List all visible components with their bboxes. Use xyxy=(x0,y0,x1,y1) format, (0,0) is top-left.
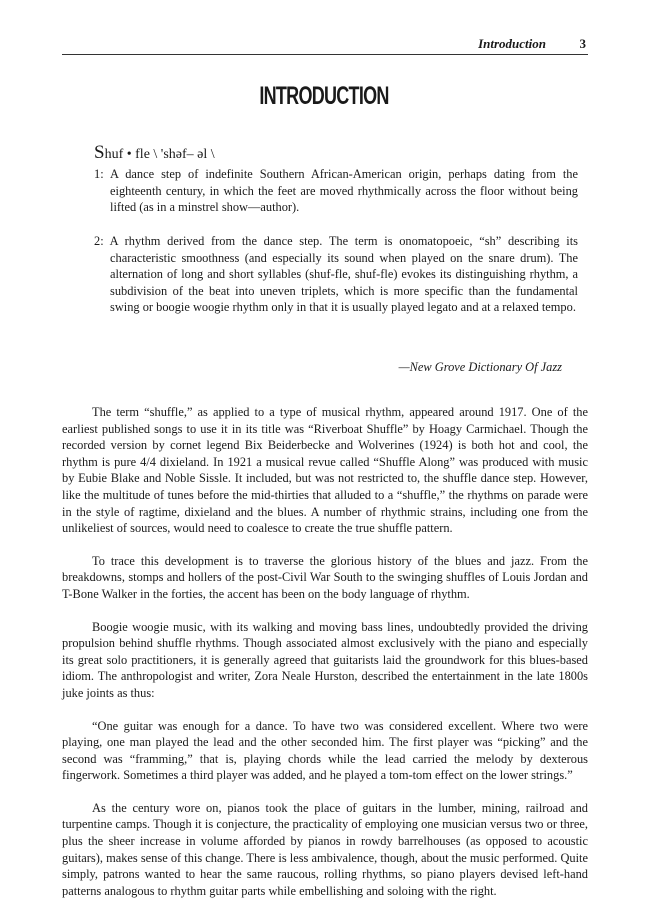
headword-initial: S xyxy=(94,142,105,163)
paragraph: To trace this development is to traverse the glorious history of the blues and jazz. From the breakdowns, stomps and hollers of the post-Civil War South to the swinging shuffles of Louis Jordan and T-Bone Walker in the forties, the accent has been on the body language of rhythm. xyxy=(62,553,588,601)
running-header xyxy=(62,34,588,55)
block-quote: “One guitar was enough for a dance. To have two was considered excellent. Where two were playing, one man played the lead and the other seconded him. The first player was “picking” and the second was “framming,” that is, playing chords while the lead carried the melody by dexterous fingerwork. Sometimes a third player was added, and he played a tom-tom effect on the lower strings.” xyxy=(62,718,588,783)
paragraph: Boogie woogie music, with its walking and moving bass lines, undoubtedly provided the driving propulsion behind shuffle rhythms. Though associated almost exclusively with the piano and especially its great solo practitioners, it is generally agreed that guitarists laid the groundwork for this blues-based idiom. The anthropologist and writer, Zora Neale Hurston, described the entertainment in the late 1800s juke joints as thus: xyxy=(62,619,588,700)
definition-number: 1: xyxy=(94,167,104,181)
citation: —New Grove Dictionary Of Jazz xyxy=(398,360,562,374)
definition-1 xyxy=(94,166,578,216)
page-number: 3 xyxy=(579,36,586,51)
body-text xyxy=(62,404,588,915)
definition-2 xyxy=(94,233,578,316)
definition-number: 2: xyxy=(94,234,104,248)
definition-text: A dance step of indefinite Southern African-American origin, perhaps dating from the eighteenth century, in which the feet are moved rhythmically across the floor without being lifted (as in a minstrel show—author). xyxy=(109,167,579,214)
dictionary-headword xyxy=(94,142,215,164)
paragraph: The term “shuffle,” as applied to a type of musical rhythm, appeared around 1917. One of the earliest published songs to use it in its title was “Riverboat Shuffle” by Hoagy Carmichael. Though the recorded version by cornet legend Bix Beiderbecke and Wolverines (1924) is both hot and cool, the rhythm is pure 4/4 dixieland. In 1921 a musical revue called “Shuffle Along” was produced with music by Eubie Blake and Noble Sissle. It included, but was not restricted to, the shuffle dance step. However, like the multitude of tunes before the mid-thirties that alluded to a “shuffle,” the rhythms on parade were in the style of ragtime, dixieland and the blues. A number of rhythmic strains, including one from the unlikeliest of sources, would need to coalesce to create the true shuffle pattern. xyxy=(62,405,588,536)
paragraph: As the century wore on, pianos took the place of guitars in the lumber, mining, railroad and turpentine camps. Though it is conjecture, the practicality of employing one musician versus two or three, plus the sheer increase in volume afforded by pianos in rowdy barrelhouses (as opposed to acoustic guitars), makes sense of this change. There is less ambivalence, though, about the music performed. Quite simply, patrons wanted to hear the same raucous, rolling rhythms, so piano players devised left-hand patterns analogous to rhythm guitar parts while embellishing and soloing with the right. xyxy=(62,800,588,898)
headword-pronunciation: huf • fle \ 'shəf– əl \ xyxy=(104,147,215,162)
definition-text: A rhythm derived from the dance step. The term is onomatopoeic, “sh” describing its characteristic smoothness (and especially its sound when played on the snare drum). The alternation of long and short syllables (shuf-fle, shuf-fle) evokes its distinguishing rhythm, a subdivision of the beat into uneven triplets, which is more specific than the fundamental swing or boogie woogie rhythm only in that it is usually played legato and at a relaxed tempo. xyxy=(109,234,578,314)
running-header-section: Introduction xyxy=(478,36,546,51)
chapter-title: INTRODUCTION xyxy=(259,82,389,110)
